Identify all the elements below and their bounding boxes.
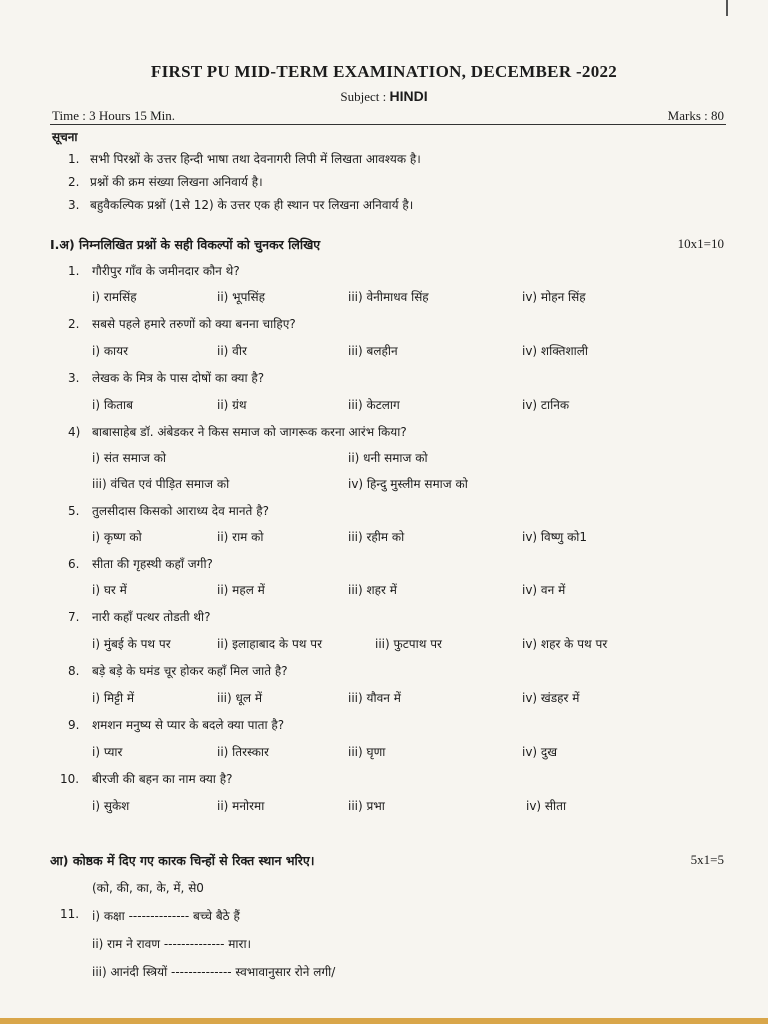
option: i) सुकेश (92, 799, 130, 813)
section-aa-marks: 5x1=5 (690, 852, 724, 867)
fill-blank-item: i) कक्षा -------------- बच्चे बैठे हैं (92, 909, 240, 923)
option: i) मिट्टी में (92, 691, 135, 705)
page-bottom-edge (0, 1018, 768, 1024)
instructions-heading: सूचना (52, 130, 78, 144)
option: iv) दुख (522, 745, 558, 759)
option: iii) फुटपाथ पर (375, 637, 442, 651)
question-6: 6. सीता की गृहस्थी कहाँ जगी? (68, 557, 213, 571)
option: iii) यौवन में (348, 691, 401, 705)
question-9: 9. शमशन मनुष्य से प्यार के बदले क्या पाता है? (68, 718, 285, 732)
option: iv) मोहन सिंह (522, 290, 586, 304)
instruction-item: 3. बहुवैकल्पिक प्रश्नों (1से 12) के उत्तर एक ही स्थान पर लिखना अनिवार्य है। (68, 198, 414, 212)
subject-name: HINDI (389, 88, 428, 104)
exam-title: FIRST PU MID-TERM EXAMINATION, DECEMBER -2022 (150, 62, 618, 81)
option: i) कृष्ण को (92, 530, 142, 544)
question-1: 1. गौरीपुर गाँव के जमीनदार कौन थे? (68, 264, 240, 278)
option: iii) वेनीमाधव सिंह (348, 290, 429, 304)
option: ii) भूपसिंह (217, 290, 266, 304)
header-divider (50, 124, 726, 125)
section-a-marks: 10x1=10 (677, 236, 724, 251)
postposition-hint: (को, की, का, के, में, से0 (92, 881, 204, 895)
option: iv) शक्तिशाली (522, 344, 588, 358)
subject-line (0, 88, 768, 105)
option: iv) शहर के पथ पर (522, 637, 608, 651)
option: iv) हिन्दु मुस्लीम समाज को (348, 477, 468, 491)
question-3: 3. लेखक के मित्र के पास दोषों का क्या है? (68, 371, 265, 385)
option: ii) मनोरमा (217, 799, 265, 813)
question-4: 4) बाबासाहेब डॉ. अंबेडकर ने किस समाज को जागरूक करना आरंभ किया? (68, 425, 407, 439)
instruction-item: 1. सभी पिरश्नों के उत्तर हिन्दी भाषा तथा देवनागरी लिपी में लिखता आवश्यक है। (68, 152, 421, 166)
option: iii) केटलाग (348, 398, 400, 412)
option: iii) बलहीन (348, 344, 398, 358)
option: i) संत समाज को (92, 451, 167, 465)
option: iii) धूल में (217, 691, 263, 705)
option: i) प्यार (92, 745, 123, 759)
option: i) मुंबई के पथ पर (92, 637, 171, 651)
fill-blank-item: iii) आनंदी स्त्रियों -------------- स्वभावानुसार रोने लगी/ (92, 965, 336, 979)
question-5: 5. तुलसीदास किसको आराध्य देव मानते है? (68, 504, 269, 518)
fill-blank-item: ii) राम ने रावण -------------- मारा। (92, 937, 252, 951)
option: ii) राम को (217, 530, 264, 544)
total-marks: Marks : 80 (667, 108, 724, 123)
option: ii) इलाहाबाद के पथ पर (217, 637, 322, 651)
option: iii) रहीम को (348, 530, 405, 544)
option: iv) विष्णु को1 (522, 530, 588, 544)
page-corner-mark (726, 0, 728, 16)
option: ii) धनी समाज को (348, 451, 428, 465)
option: ii) महल में (217, 583, 265, 597)
option: iii) वंचित एवं पीड़ित समाज को (92, 477, 230, 491)
option: iii) घृणा (348, 745, 386, 759)
section-a-heading: I.अ) निम्नलिखित प्रश्नों के सही विकल्पों को चुनकर लिखिए (50, 237, 321, 252)
time-duration: Time : 3 Hours 15 Min. (52, 108, 176, 123)
option: ii) वीर (217, 344, 247, 358)
option: iv) टानिक (522, 398, 570, 412)
option: iv) वन में (522, 583, 566, 597)
option: i) रामसिंह (92, 290, 137, 304)
subject-label: Subject : (340, 89, 387, 104)
question-7: 7. नारी कहाँ पत्थर तोडती थी? (68, 610, 211, 624)
option: ii) ग्रंथ (217, 398, 247, 412)
question-8: 8. बड़े बड़े के घमंड चूर होकर कहाँ मिल जाते है? (68, 664, 288, 678)
option: iv) खंडहर में (522, 691, 580, 705)
question-11-number: 11. (60, 907, 80, 921)
option: iii) प्रभा (348, 799, 385, 813)
option: iv) सीता (526, 799, 567, 813)
option: i) किताब (92, 398, 133, 412)
section-aa-heading: आ) कोष्ठक में दिए गए कारक चिन्हों से रिक्त स्थान भरिए। (50, 853, 315, 868)
question-10: 10. बीरजी की बहन का नाम क्या है? (60, 772, 233, 786)
question-2: 2. सबसे पहले हमारे तरुणों को क्या बनना चाहिए? (68, 317, 296, 331)
option: i) घर में (92, 583, 127, 597)
option: i) कायर (92, 344, 129, 358)
instruction-item: 2. प्रश्नों की क्रम संख्या लिखना अनिवार्य है। (68, 175, 263, 189)
option: ii) तिरस्कार (217, 745, 269, 759)
option: iii) शहर में (348, 583, 397, 597)
